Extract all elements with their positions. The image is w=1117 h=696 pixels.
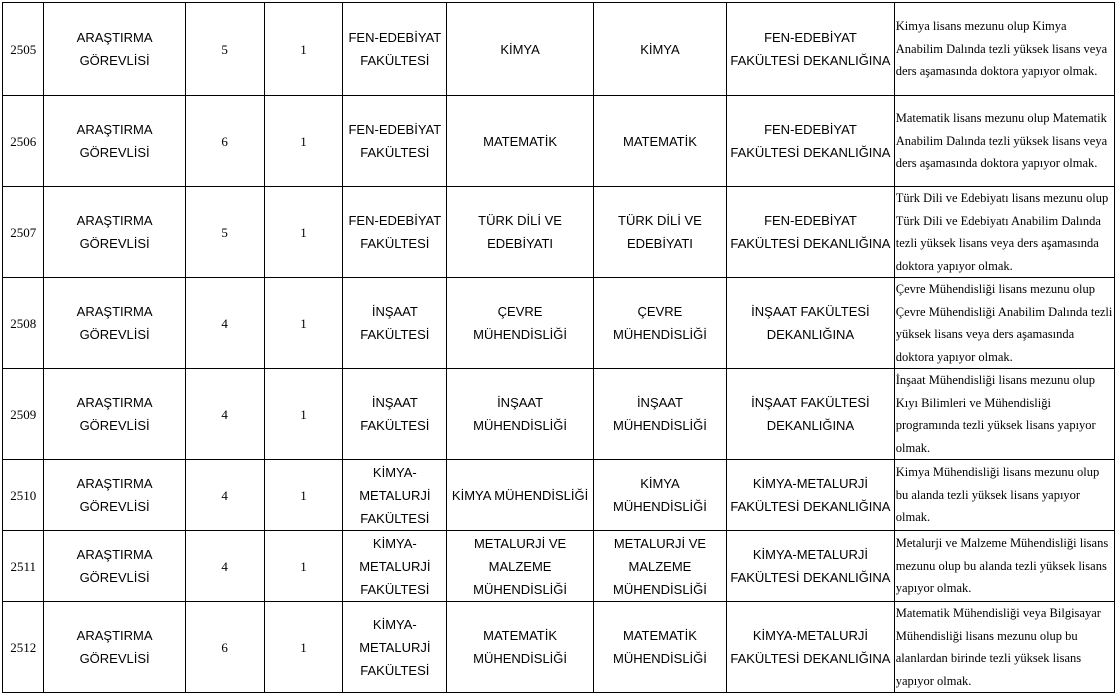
department-name: ÇEVRE MÜHENDİSLİĞİ [447, 278, 593, 369]
position-count: 1 [264, 278, 343, 369]
application-office: KİMYA-METALURJİ FAKÜLTESİ DEKANLIĞINA [727, 602, 895, 693]
table-row [3, 369, 1115, 460]
position-title: ARAŞTIRMA GÖREVLİSİ [44, 96, 185, 187]
application-office: KİMYA-METALURJİ FAKÜLTESİ DEKANLIĞINA [727, 460, 895, 531]
table-body [3, 3, 1115, 693]
qualification-condition: Matematik Mühendisliği veya Bilgisayar Mühendisliği lisans mezunu olup bu alanlardan birinde tezli yüksek lisans yapıyor olmak. [894, 602, 1114, 693]
position-degree: 5 [185, 187, 264, 278]
position-title: ARAŞTIRMA GÖREVLİSİ [44, 460, 185, 531]
position-code: 2509 [3, 369, 44, 460]
qualification-condition: Türk Dili ve Edebiyatı lisans mezunu olup Türk Dili ve Edebiyatı Anabilim Dalında tezli yüksek lisans veya ders aşamasında doktora yapıyor olmak. [894, 187, 1114, 278]
faculty-name: FEN-EDEBİYAT FAKÜLTESİ [343, 96, 447, 187]
department-name: KİMYA [447, 3, 593, 96]
table-row [3, 3, 1115, 96]
position-count: 1 [264, 3, 343, 96]
faculty-name: KİMYA-METALURJİ FAKÜLTESİ [343, 531, 447, 602]
position-code: 2511 [3, 531, 44, 602]
field-name: TÜRK DİLİ VE EDEBİYATI [593, 187, 726, 278]
position-count: 1 [264, 602, 343, 693]
faculty-name: FEN-EDEBİYAT FAKÜLTESİ [343, 3, 447, 96]
position-title: ARAŞTIRMA GÖREVLİSİ [44, 278, 185, 369]
faculty-name: İNŞAAT FAKÜLTESİ [343, 369, 447, 460]
application-office: FEN-EDEBİYAT FAKÜLTESİ DEKANLIĞINA [727, 96, 895, 187]
position-count: 1 [264, 369, 343, 460]
position-title: ARAŞTIRMA GÖREVLİSİ [44, 369, 185, 460]
position-code: 2508 [3, 278, 44, 369]
table-row [3, 531, 1115, 602]
field-name: İNŞAAT MÜHENDİSLİĞİ [593, 369, 726, 460]
faculty-name: KİMYA-METALURJİ FAKÜLTESİ [343, 460, 447, 531]
position-count: 1 [264, 96, 343, 187]
position-count: 1 [264, 531, 343, 602]
position-degree: 4 [185, 278, 264, 369]
application-office: KİMYA-METALURJİ FAKÜLTESİ DEKANLIĞINA [727, 531, 895, 602]
position-title: ARAŞTIRMA GÖREVLİSİ [44, 3, 185, 96]
field-name: MATEMATİK [593, 96, 726, 187]
position-degree: 4 [185, 531, 264, 602]
department-name: TÜRK DİLİ VE EDEBİYATI [447, 187, 593, 278]
position-degree: 5 [185, 3, 264, 96]
table-row [3, 96, 1115, 187]
application-office: FEN-EDEBİYAT FAKÜLTESİ DEKANLIĞINA [727, 3, 895, 96]
position-degree: 4 [185, 369, 264, 460]
qualification-condition: Çevre Mühendisliği lisans mezunu olup Çevre Mühendisliği Anabilim Dalında tezli yüksek lisans veya ders aşamasında doktora yapıyor olmak. [894, 278, 1114, 369]
position-degree: 6 [185, 602, 264, 693]
position-code: 2506 [3, 96, 44, 187]
position-title: ARAŞTIRMA GÖREVLİSİ [44, 187, 185, 278]
application-office: İNŞAAT FAKÜLTESİ DEKANLIĞINA [727, 369, 895, 460]
department-name: KİMYA MÜHENDİSLİĞİ [447, 460, 593, 531]
department-name: MATEMATİK MÜHENDİSLİĞİ [447, 602, 593, 693]
qualification-condition: Kimya lisans mezunu olup Kimya Anabilim Dalında tezli yüksek lisans veya ders aşamasında doktora yapıyor olmak. [894, 3, 1114, 96]
field-name: KİMYA [593, 3, 726, 96]
faculty-name: KİMYA-METALURJİ FAKÜLTESİ [343, 602, 447, 693]
department-name: İNŞAAT MÜHENDİSLİĞİ [447, 369, 593, 460]
qualification-condition: Metalurji ve Malzeme Mühendisliği lisans mezunu olup bu alanda tezli yüksek lisans yapıyor olmak. [894, 531, 1114, 602]
application-office: İNŞAAT FAKÜLTESİ DEKANLIĞINA [727, 278, 895, 369]
table-row [3, 602, 1115, 693]
faculty-name: FEN-EDEBİYAT FAKÜLTESİ [343, 187, 447, 278]
table-row [3, 187, 1115, 278]
department-name: MATEMATİK [447, 96, 593, 187]
field-name: MATEMATİK MÜHENDİSLİĞİ [593, 602, 726, 693]
position-title: ARAŞTIRMA GÖREVLİSİ [44, 531, 185, 602]
department-name: METALURJİ VE MALZEME MÜHENDİSLİĞİ [447, 531, 593, 602]
position-code: 2510 [3, 460, 44, 531]
position-count: 1 [264, 187, 343, 278]
field-name: ÇEVRE MÜHENDİSLİĞİ [593, 278, 726, 369]
position-count: 1 [264, 460, 343, 531]
table-row [3, 278, 1115, 369]
field-name: KİMYA MÜHENDİSLİĞİ [593, 460, 726, 531]
field-name: METALURJİ VE MALZEME MÜHENDİSLİĞİ [593, 531, 726, 602]
qualification-condition: Kimya Mühendisliği lisans mezunu olup bu alanda tezli yüksek lisans yapıyor olmak. [894, 460, 1114, 531]
position-title: ARAŞTIRMA GÖREVLİSİ [44, 602, 185, 693]
faculty-name: İNŞAAT FAKÜLTESİ [343, 278, 447, 369]
table-row [3, 460, 1115, 531]
position-code: 2512 [3, 602, 44, 693]
qualification-condition: İnşaat Mühendisliği lisans mezunu olup Kıyı Bilimleri ve Mühendisliği programında tezli yüksek lisans yapıyor olmak. [894, 369, 1114, 460]
position-code: 2507 [3, 187, 44, 278]
qualification-condition: Matematik lisans mezunu olup Matematik Anabilim Dalında tezli yüksek lisans veya ders aşamasında doktora yapıyor olmak. [894, 96, 1114, 187]
positions-table [2, 2, 1115, 693]
position-degree: 4 [185, 460, 264, 531]
application-office: FEN-EDEBİYAT FAKÜLTESİ DEKANLIĞINA [727, 187, 895, 278]
position-code: 2505 [3, 3, 44, 96]
position-degree: 6 [185, 96, 264, 187]
